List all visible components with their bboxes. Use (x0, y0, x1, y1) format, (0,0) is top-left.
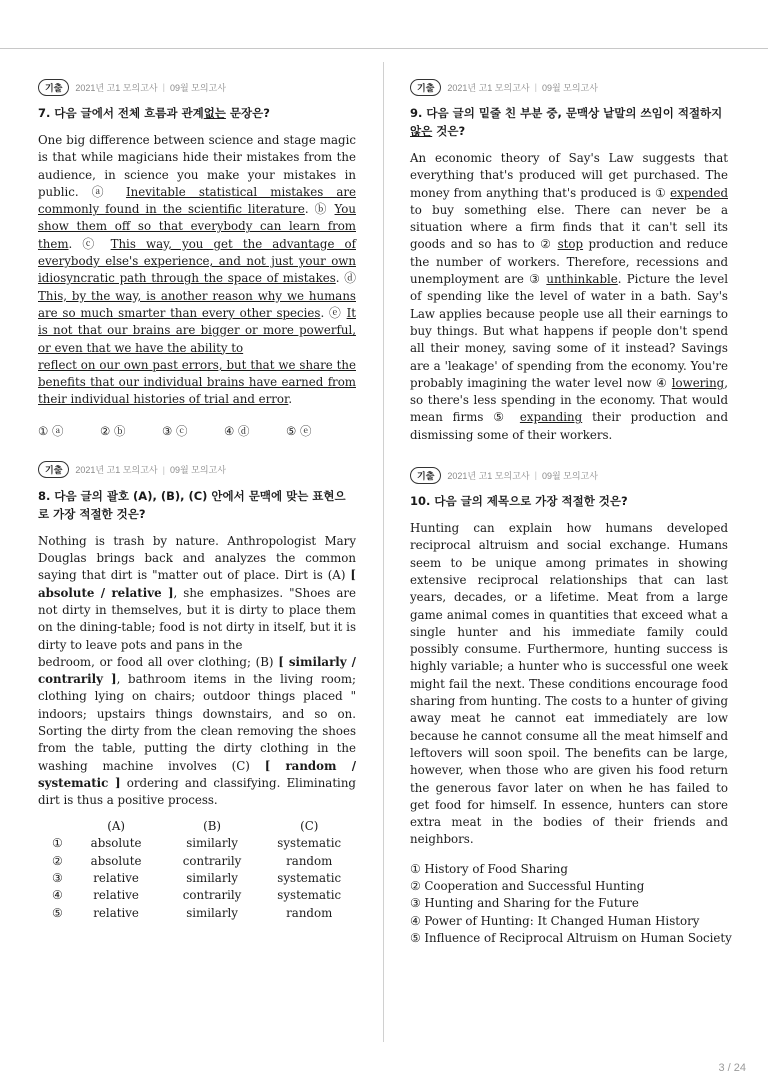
option-4[interactable]: ④ Power of Hunting: It Changed Human History (410, 913, 700, 928)
passage: An economic theory of Say's Law suggests that everything that's produced will get purchased. The money from anything that's produced is ① expended to buy something else. There can never be a situation where a firm finds that it can't sell its goods and so has to ② stop production and reduce the number of workers. Therefore, recessions and unemployment are ③ unthinkable. Picture the level of spending like the level of water in a bath. Say's Law applies because people use all their earnings to buy things. But what happens if people don't spend all their money, saving some of it instead? Savings are a 'leakage' of spending from the economy. You're probably imagining the water level now ④ lowering, so there's less spending in the economy. That would mean firms ⑤ expanding their production and dismissing some of their workers. (410, 151, 728, 442)
exam-badge: 기출 (410, 79, 441, 96)
option-3[interactable]: ③ Hunting and Sharing for the Future (410, 896, 639, 911)
question-meta (410, 78, 728, 96)
answer-options (410, 861, 732, 947)
page-number: 3 / 24 (718, 1062, 746, 1074)
exam-year: 2021년 고1 모의고사 (75, 465, 158, 476)
table-row[interactable]: ② absolute contrarily random (51, 853, 333, 868)
passage: Nothing is trash by nature. Anthropologist Mary Douglas brings back and analyzes the common saying that dirt is "matter out of place. Dirt is (A) [ absolute / relative ], she emphasizes. "Shoes are not dirty in themselves, but it is dirty to place them on the dining-table; food is not dirty in itself, but it is dirty to leave pots and pans in the bedroom, or food all over clothing; (B) [ similarly / contrarily ], bathroom items in the living room; clothing lying on chairs; outdoor things placed " indoors; upstairs things downstairs, and so on. Sorting the dirty from the clean removing the shoes from the table, putting the dirty clothing in the washing machine involves (C) [ random / systematic ] ordering and classifying. Eliminating dirt is thus a positive process. (38, 533, 357, 808)
exam-month: 09월 모의고사 (541, 82, 598, 93)
exam-month: 09월 모의고사 (169, 82, 226, 93)
table-row[interactable]: ④ relative contrarily systematic (51, 888, 342, 903)
option-1[interactable]: ① ⓐ (38, 423, 64, 438)
question-10 (410, 466, 732, 947)
table-row[interactable]: ⑤ relative similarly random (51, 905, 333, 920)
answer-options (38, 423, 356, 439)
table-header: (A) (B) (C) (107, 819, 319, 834)
question-meta (38, 78, 356, 96)
meta-separator: | (162, 82, 165, 92)
column-divider (383, 62, 384, 1042)
passage: Hunting can explain how humans developed reciprocal altruism and social exchange. Humans seem to be unique among primates in showing extensive reciprocal relationships that can last years, decades, or a lifetime. Meat from a large game animal comes in quantities that exceed what a single hunter and his immediate family could possibly consume. Furthermore, hunting success is highly variable; a hunter who is successful one week might fail the next. These conditions encourage food sharing from hunting. The costs to a hunter of giving away meat he cannot eat immediately are low because he cannot consume all the meat himself and leftovers will soon spoil. The benefits can be large, however, when those who are given his food return the generous favor later on when he has failed to get food for himself. In essence, hunters can store extra meat in the bodies of their friends and neighbors. (410, 521, 728, 847)
meta-separator: | (162, 464, 165, 475)
option-1[interactable]: ① History of Food Sharing (410, 861, 568, 876)
passage: One big difference between science and stage magic is that while magicians hide their mistakes from the audience, in science you make your mistakes in public. ⓐ Inevitable statistical mistakes are commonly found in the scientific literature. ⓑ You show them off so that everybody can learn from them. ⓒ This way, you get the advantage of everybody else's experience, and not just your own idiosyncratic path through the space of mistakes. ⓓ This, by the way, is another reason why we humans are so much smarter than every other species. ⓔ It is not that our brains are bigger or more powerful, or even that we have the ability to reflect on our own past errors, but that we share the benefits that our individual brains have earned from their individual histories of trial and error. (38, 133, 357, 407)
exam-month: 09월 모의고사 (169, 465, 226, 476)
right-column (410, 78, 732, 969)
header-rule (0, 48, 768, 49)
question-7 (38, 78, 356, 439)
question-meta (410, 466, 728, 484)
question-9 (410, 78, 728, 444)
meta-separator: | (534, 82, 537, 92)
option-4[interactable]: ④ ⓓ (224, 423, 250, 438)
question-8 (38, 461, 356, 922)
exam-month: 09월 모의고사 (541, 470, 598, 481)
table-row[interactable]: ① absolute similarly systematic (51, 836, 342, 851)
option-2[interactable]: ② Cooperation and Successful Hunting (410, 878, 645, 893)
exam-year: 2021년 고1 모의고사 (75, 82, 158, 93)
option-3[interactable]: ③ ⓒ (162, 423, 188, 438)
question-meta (38, 461, 356, 479)
exam-badge: 기출 (38, 461, 69, 478)
answer-table (44, 818, 356, 922)
meta-separator: | (534, 470, 537, 481)
exam-year: 2021년 고1 모의고사 (447, 82, 530, 93)
option-2[interactable]: ② ⓑ (100, 423, 126, 438)
question-title: 10. 다음 글의 제목으로 가장 적절한 것은? (410, 494, 628, 509)
exam-badge: 기출 (410, 467, 441, 484)
exam-badge: 기출 (38, 79, 69, 96)
exam-year: 2021년 고1 모의고사 (447, 470, 530, 481)
left-column (38, 78, 356, 943)
question-title: 8. 다음 글의 괄호 (A), (B), (C) 안에서 문맥에 맞는 표현으로 가장 적절한 것은? (38, 488, 346, 521)
option-5[interactable]: ⑤ ⓔ (286, 423, 312, 438)
question-title: 7. 다음 글에서 전체 흐름과 관계없는 문장은? (38, 106, 270, 120)
table-row[interactable]: ③ relative similarly systematic (51, 871, 342, 886)
question-title: 9. 다음 글의 밑줄 친 부분 중, 문맥상 낱말의 쓰임이 적절하지 않은 것은? (410, 106, 723, 138)
option-5[interactable]: ⑤ Influence of Reciprocal Altruism on Human Society (410, 930, 732, 945)
